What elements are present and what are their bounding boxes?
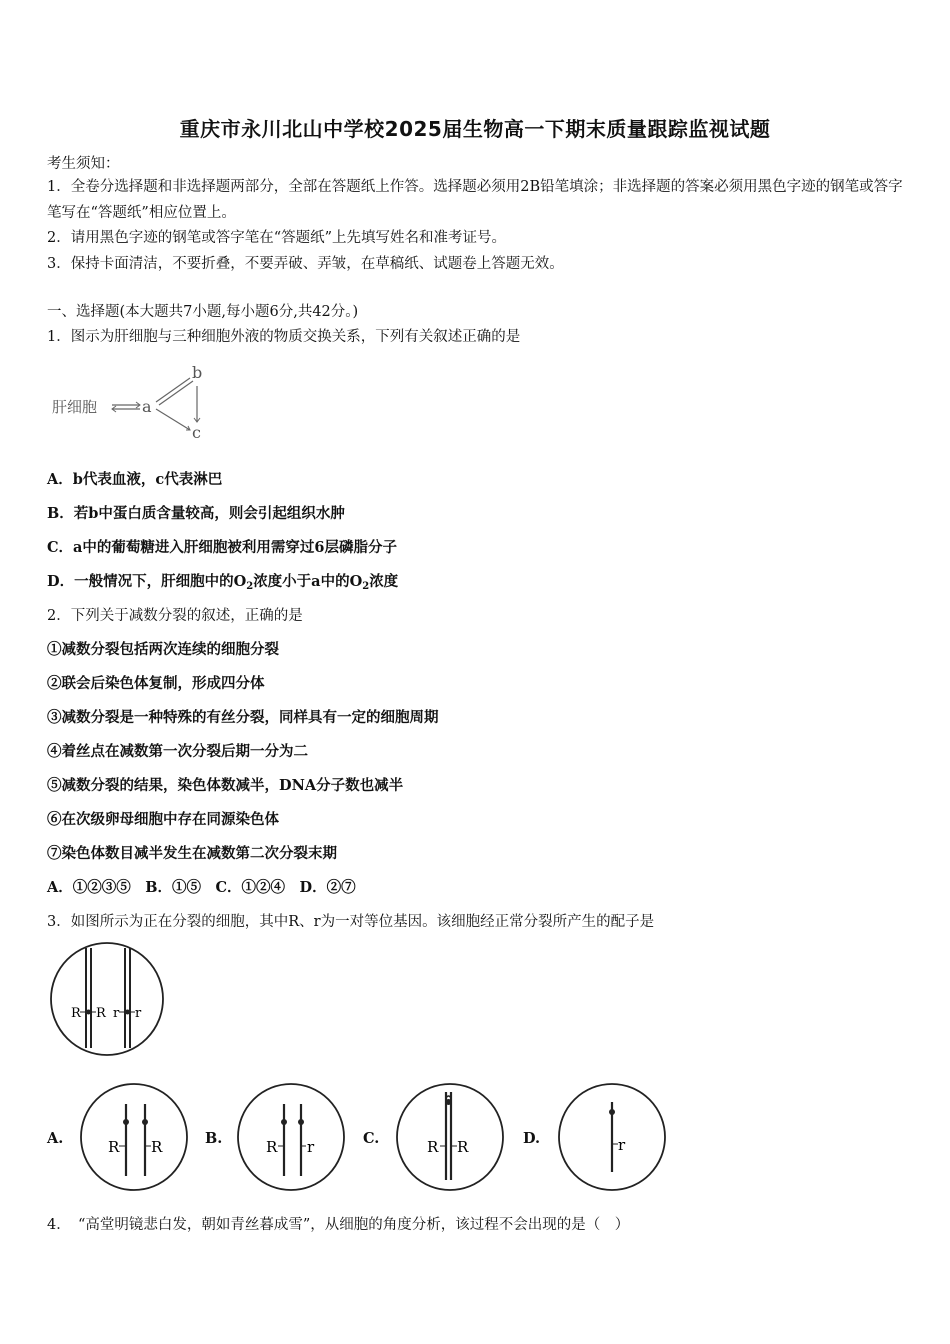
q3-option-a-letter: A. <box>47 1130 64 1147</box>
q2-statement-1: ①减数分裂包括两次连续的细胞分裂 <box>47 641 279 658</box>
q3-option-a-label-2: R <box>151 1138 163 1156</box>
q3-main-label-1: R <box>71 1006 81 1021</box>
notice-item-2: 2．请用黑色字迹的钢笔或答字笔在“答题纸”上先填写姓名和准考证号。 <box>47 230 507 246</box>
q3-option-c-cell <box>393 1080 507 1194</box>
q1-option-a: A．b代表血液，c代表淋巴 <box>47 471 223 488</box>
q2-statement-7: ⑦染色体数目减半发生在减数第二次分裂末期 <box>47 845 337 862</box>
notice-heading: 考生须知： <box>47 156 120 172</box>
q2-stem: 2．下列关于减数分裂的叙述，正确的是 <box>47 608 303 624</box>
q3-option-c-label-1: R <box>427 1138 439 1156</box>
q3-option-d-letter: D. <box>523 1130 541 1147</box>
q3-option-a-cell <box>77 1080 191 1194</box>
q1-option-d: D．一般情况下，肝细胞中的$O_2$浓度小于a中的$O_2$浓度 <box>47 573 399 592</box>
q2-options: A．①②③⑤ B．①⑤ C．①②④ D．②⑦ <box>47 879 356 896</box>
q1-exchange-diagram <box>50 360 220 440</box>
q3-option-b-label-1: R <box>266 1138 278 1156</box>
q3-main-label-2: R <box>96 1006 106 1021</box>
notice-item-1: 1．全卷分选择题和非选择题两部分，全部在答题纸上作答。选择题必须用2B铅笔填涂；非选择题的答案必须用黑色字迹的钢笔或答字笔写在“答题纸”相应位置上。 <box>47 179 903 221</box>
q3-option-b-letter: B. <box>205 1130 223 1147</box>
q2-statement-5: ⑤减数分裂的结果，染色体数减半，DNA分子数也减半 <box>47 777 404 794</box>
q3-option-a-label-1: R <box>108 1138 120 1156</box>
q1-stem: 1．图示为肝细胞与三种细胞外液的物质交换关系，下列有关叙述正确的是 <box>47 329 521 345</box>
q2-statement-6: ⑥在次级卵母细胞中存在同源染色体 <box>47 811 279 828</box>
q4-stem: 4． “高堂明镜悲白发，朝如青丝暮成雪”，从细胞的角度分析，该过程不会出现的是（ ） <box>47 1217 630 1233</box>
q3-option-d-cell <box>555 1080 669 1194</box>
q1-option-b: B．若b中蛋白质含量较高，则会引起组织水肿 <box>47 505 345 522</box>
q3-main-label-4: r <box>135 1006 142 1021</box>
q2-statement-4: ④着丝点在减数第一次分裂后期一分为二 <box>47 743 308 760</box>
q3-option-c-letter: C. <box>363 1130 380 1147</box>
q3-option-c-label-2: R <box>457 1138 469 1156</box>
q1-option-c: C．a中的葡萄糖进入肝细胞被利用需穿过6层磷脂分子 <box>47 539 398 556</box>
page-title: 重庆市永川北山中学校2025届生物高一下期末质量跟踪监视试题 <box>179 117 771 141</box>
q3-option-d-label-1: r <box>618 1136 626 1154</box>
q1-label-b: b <box>192 363 203 382</box>
q3-option-b-cell <box>234 1080 348 1194</box>
q1-cell-label: 肝细胞 <box>52 398 98 416</box>
q3-option-b-label-2: r <box>307 1138 315 1156</box>
q3-stem: 3．如图所示为正在分裂的细胞，其中R、r为一对等位基因。该细胞经正常分裂所产生的配子是 <box>47 914 655 930</box>
q3-main-cell <box>44 940 174 1060</box>
q3-main-label-3: r <box>113 1006 120 1021</box>
q2-statement-3: ③减数分裂是一种特殊的有丝分裂，同样具有一定的细胞周期 <box>47 709 439 726</box>
q2-statement-2: ②联会后染色体复制，形成四分体 <box>47 675 265 692</box>
q1-label-c: c <box>192 423 201 440</box>
section-heading: 一、选择题(本大题共7小题,每小题6分,共42分。) <box>47 304 359 320</box>
q1-label-a: a <box>142 397 152 416</box>
notice-item-3: 3．保持卡面清洁，不要折叠，不要弄破、弄皱，在草稿纸、试题卷上答题无效。 <box>47 256 564 272</box>
